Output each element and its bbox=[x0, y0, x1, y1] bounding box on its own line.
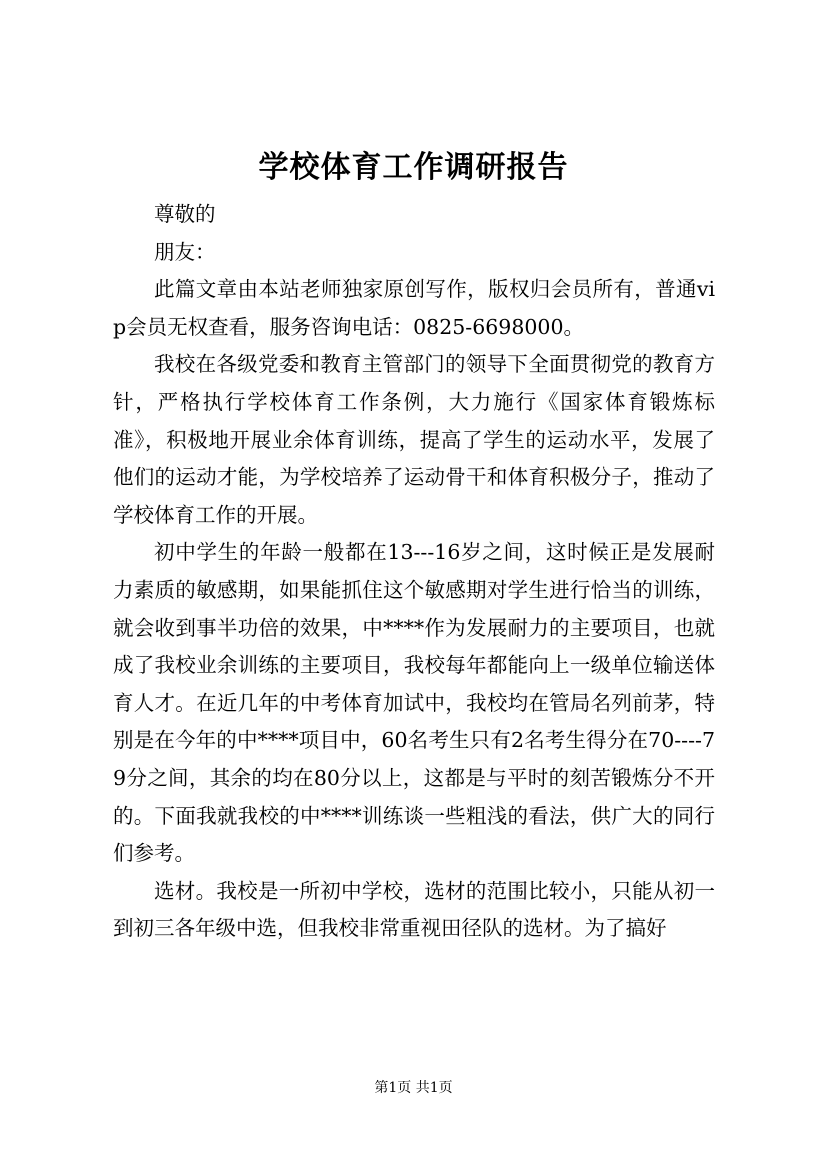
paragraph-intro: 我校在各级党委和教育主管部门的领导下全面贯彻党的教育方针，严格执行学校体育工作条例，大力施行《国家体育锻炼标准》，积极地开展业余体育训练，提高了学生的运动水平，发展了他们的运动才能，为学校培养了运动骨干和体育积极分子，推动了学校体育工作的开展。 bbox=[113, 352, 715, 527]
greeting-line-2: 朋友： bbox=[154, 239, 216, 264]
page-footer: 第1页 共1页 bbox=[374, 1080, 453, 1096]
document-title: 学校体育工作调研报告 bbox=[258, 150, 569, 185]
greeting-line-1: 尊敬的 bbox=[154, 202, 216, 226]
paragraph-notice: 此篇文章由本站老师独家原创写作，版权归会员所有，普通vip会员无权查看，服务咨询电话：0825-6698000。 bbox=[113, 277, 715, 339]
paragraph-selection: 选材。我校是一所初中学校，选材的范围比较小，只能从初一到初三各年级中选，但我校非常重视田径队的选材。为了搞好 bbox=[113, 878, 715, 941]
document-body bbox=[113, 196, 715, 948]
paragraph-training: 初中学生的年龄一般都在13---16岁之间，这时候正是发展耐力素质的敏感期，如果能抓住这个敏感期对学生进行恰当的训练，就会收到事半功倍的效果，中****作为发展耐力的主要项目，也就成了我校业余训练的主要项目，我校每年都能向上一级单位输送体育人才。在近几年的中考体育加试中，我校均在管局名列前茅，特别是在今年的中****项目中，60名考生只有2名考生得分在70----79分之间，其余的均在80分以上，这都是与平时的刻苦锻炼分不开的。下面我就我校的中****训练谈一些粗浅的看法，供广大的同行们参考。 bbox=[113, 540, 715, 866]
